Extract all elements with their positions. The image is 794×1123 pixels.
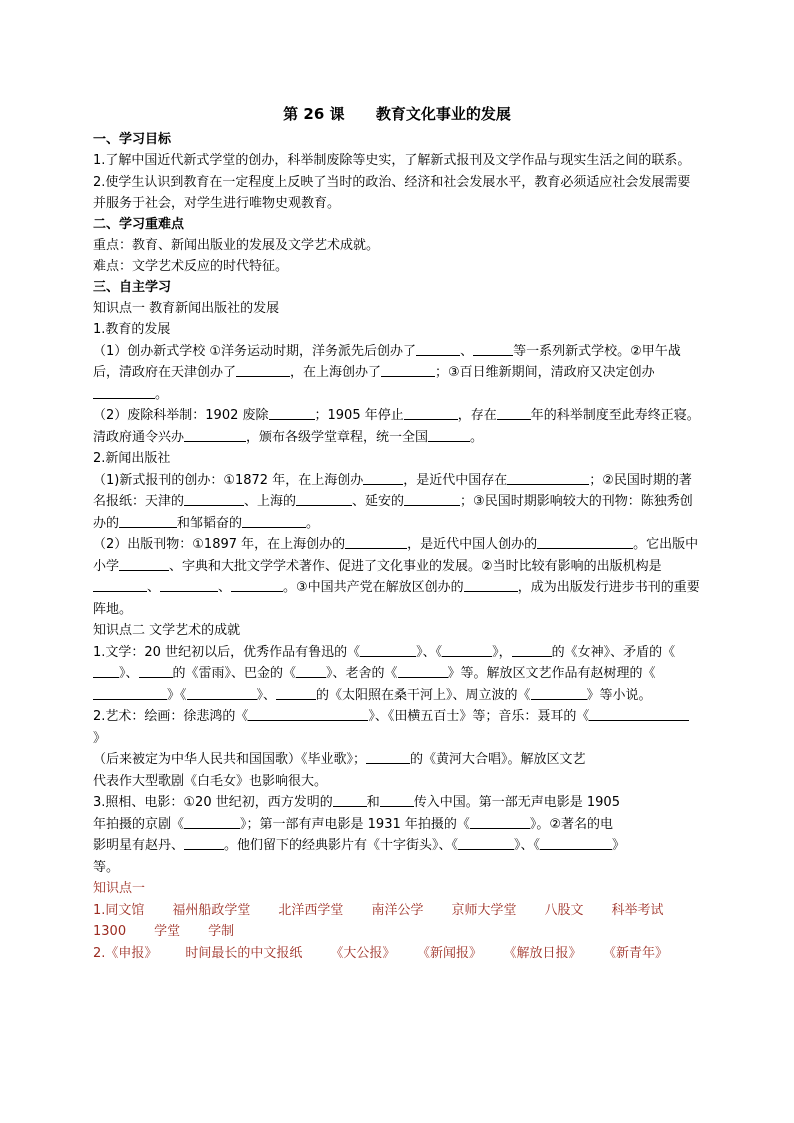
blank[interactable] <box>507 470 589 485</box>
news-subheading: 2.新闻出版社 <box>93 451 171 466</box>
answer-row-2: 1300 学堂 学制 <box>93 924 235 939</box>
blank[interactable] <box>404 405 458 420</box>
blank[interactable] <box>363 470 403 485</box>
blank[interactable] <box>248 706 368 721</box>
blank[interactable] <box>93 663 119 678</box>
worksheet <box>93 100 701 964</box>
blank[interactable] <box>381 362 435 377</box>
blank[interactable] <box>93 685 167 700</box>
blank[interactable] <box>442 642 492 657</box>
blank[interactable] <box>184 814 240 829</box>
blank[interactable] <box>187 685 257 700</box>
blank[interactable] <box>184 427 246 442</box>
blank[interactable] <box>470 814 530 829</box>
paragraph-new-schools: （1）创办新式学校 ①洋务运动时期，洋务派先后创办了 、 等一系列新式学校。②甲午战后，清政府在天津创办了 ，在上海创办了 ；③百日维新期间，清政府又决定创办。 <box>93 341 701 406</box>
knowledge-point-2-title: 知识点二 文学艺术的成就 <box>93 623 241 638</box>
blank[interactable] <box>139 663 173 678</box>
blank[interactable] <box>345 534 407 549</box>
education-subheading: 1.教育的发展 <box>93 322 171 337</box>
blank[interactable] <box>380 792 414 807</box>
blank[interactable] <box>296 663 326 678</box>
blank[interactable] <box>428 427 470 442</box>
blank[interactable] <box>242 513 306 528</box>
paragraph-literature: 1.文学：20 世纪初以后，优秀作品有鲁迅的《 》、《 》， 的《女神》、矛盾的《》、 的《雷雨》、巴金的《 》、老舍的《 》等。解放区文艺作品有赵树理的《》《 》、 的《太阳照在桑干河上》、周立波的《 》等小说。 <box>93 642 701 707</box>
key-point: 重点：教育、新闻出版业的发展及文学艺术成就。 <box>93 237 380 253</box>
blank[interactable] <box>333 792 367 807</box>
blank[interactable] <box>464 577 518 592</box>
blank[interactable] <box>119 556 169 571</box>
blank[interactable] <box>296 491 352 506</box>
paragraph-abolish-exam: （2）废除科举制：1902 废除 ；1905 年停止 ，存在 年的科举制度至此寿终正寝。清政府通令兴办 ，颁布各级学堂章程，统一全国 。 <box>93 405 701 448</box>
blank[interactable] <box>537 534 633 549</box>
blank[interactable] <box>366 749 410 764</box>
objective-2: 2.使学生认识到教育在一定程度上反映了当时的政治、经济和社会发展水平，教育必须适应社会发展需要并服务于社会，对学生进行唯物史观教育。 <box>93 174 691 211</box>
blank[interactable] <box>473 341 513 356</box>
blank[interactable] <box>160 577 218 592</box>
blank[interactable] <box>231 577 283 592</box>
blank[interactable] <box>184 491 244 506</box>
blank[interactable] <box>458 835 514 850</box>
blank[interactable] <box>404 491 460 506</box>
section-heading-self-study: 三、自主学习 <box>93 279 172 295</box>
blank[interactable] <box>540 835 612 850</box>
difficult-point: 难点：文学艺术反应的时代特征。 <box>93 259 289 274</box>
blank[interactable] <box>398 663 448 678</box>
answer-row-1: 1.同文馆 福州船政学堂 北洋西学堂 南洋公学 京师大学堂 八股文 科举考试 <box>93 902 664 918</box>
blank[interactable] <box>512 642 552 657</box>
section-heading-objectives: 一、学习目标 <box>93 132 172 147</box>
blank[interactable] <box>269 405 315 420</box>
knowledge-point-1-title: 知识点一 教育新闻出版社的发展 <box>93 300 280 316</box>
blank[interactable] <box>276 685 316 700</box>
blank[interactable] <box>497 405 531 420</box>
blank[interactable] <box>236 362 290 377</box>
paragraph-newspapers: （1)新式报刊的创办：①1872 年，在上海创办 ，是近代中国存在 ；②民国时期的著名报纸：天津的 、上海的 、延安的 ；③民国时期影响较大的刊物：陈独秀创办的 和邹韬奋的 。 <box>93 470 701 535</box>
blank[interactable] <box>184 835 224 850</box>
paragraph-film: 3.照相、电影：①20 世纪初，西方发明的 和 传入中国。第一部无声电影是 1905 年拍摄的京剧《 》；第一部有声电影是 1931 年拍摄的《 》。②著名的电 影明星有赵丹、 。他们留下的经典影片有《十字街头》、《 》、《 》 等。 <box>93 792 701 878</box>
blank[interactable] <box>360 642 416 657</box>
blank[interactable] <box>531 685 587 700</box>
answer-row-3: 2.《申报》 时间最长的中文报纸 《大公报》 《新闻报》 《解放日报》 《新青年》 <box>93 945 668 961</box>
answer-heading: 知识点一 <box>93 881 146 896</box>
blank[interactable] <box>589 706 689 721</box>
objective-1: 1.了解中国近代新式学堂的创办，科举制废除等史实，了解新式报刊及文学作品与现实生活之间的联系。 <box>93 153 691 168</box>
blank[interactable] <box>416 341 460 356</box>
blank[interactable] <box>93 384 155 399</box>
blank[interactable] <box>93 577 147 592</box>
paragraph-publishing: （2）出版刊物：①1897 年，在上海创办的 ，是近代中国人创办的 。它出版中小学 、字典和大批文学学术著作、促进了文化事业的发展。②当时比较有影响的出版机构是、 、 。③中国共产党在解放区创办的 ，成为出版发行进步书刊的重要阵地。 <box>93 534 701 620</box>
paragraph-art: 2.艺术：绘画：徐悲鸿的《 》、《田横五百士》等；音乐：聂耳的《》 （后来被定为中华人民共和国国歌）《毕业歌》； 的《黄河大合唱》。解放区文艺 代表作大型歌剧《白毛女》也影响很大。 <box>93 706 701 792</box>
blank[interactable] <box>119 513 177 528</box>
page-title: 第 26 课 教育文化事业的发展 <box>283 105 511 123</box>
section-heading-key-points: 二、学习重难点 <box>93 216 185 232</box>
